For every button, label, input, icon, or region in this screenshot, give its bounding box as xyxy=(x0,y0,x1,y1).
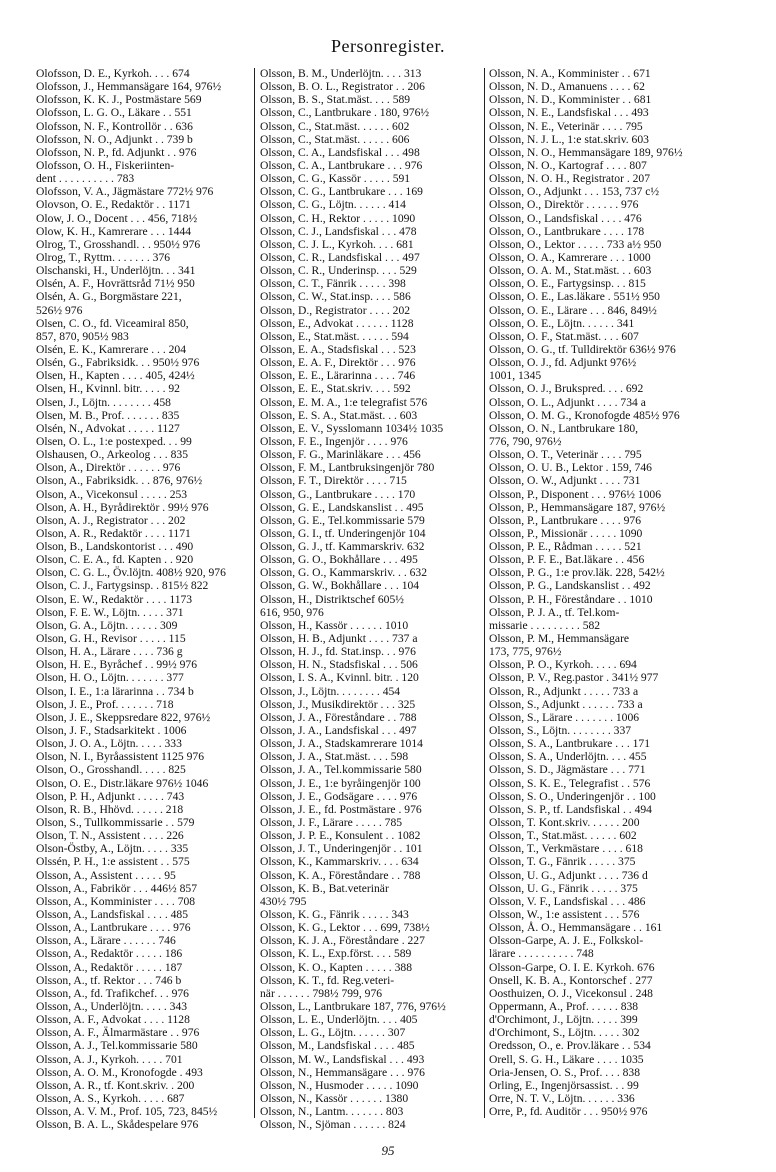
register-entry-line: Olsson, J. P. E., Konsulent . . 1082 xyxy=(260,829,421,843)
register-entry-line: Olrog, T., Grosshandl. . . 950½ 976 xyxy=(36,237,201,251)
register-entry-line: Olson, E. W., Redaktör . . . . 1173 xyxy=(36,592,193,606)
register-entry-line: Olsson, O. J., fd. Adjunkt 976½ xyxy=(489,356,637,370)
register-entry-line: Olson-Östby, A., Löjtn. . . . . 335 xyxy=(36,842,189,856)
register-entry-line: Olsson, O. U. B., Lektor . 159, 746 xyxy=(489,461,652,475)
register-entry-line: Olsson, C. J., Landsfiskal . . . 478 xyxy=(260,224,417,238)
register-entry-line: Olsson, G. J., tf. Kammarskriv. 632 xyxy=(260,540,425,554)
register-entry-line: Olsson, S. A., Lantbrukare . . . 171 xyxy=(489,737,651,751)
register-entry-line: Olsson, N. O. H., Registrator . 207 xyxy=(489,172,651,186)
register-entry-line: Olsson, M. W., Landsfiskal . . . 493 xyxy=(260,1052,425,1066)
register-entry-line: Olsson, J. A., Landsfiskal . . . 497 xyxy=(260,724,417,738)
register-entry-line: Olsson, S. O., Underingenjör . . 100 xyxy=(489,789,656,803)
register-entry-line: Olsson, A. J., Tel.kommissarie 580 xyxy=(36,1039,198,1053)
register-entry-line: Olsson, A. J., Kyrkoh. . . . . 701 xyxy=(36,1052,183,1066)
register-entry-line: Olson, I. E., 1:a lärarinna . . 734 b xyxy=(36,684,194,698)
register-entry-line: Olsson, O. T., Veterinär . . . . 795 xyxy=(489,448,642,462)
register-entry-line: Olofsson, N. F., Kontrollör . . 636 xyxy=(36,119,193,133)
register-entry-line: Olson, G. H., Revisor . . . . . 115 xyxy=(36,632,186,646)
register-entry-line: Olsén, E. K., Kamrerare . . . 204 xyxy=(36,342,187,356)
register-entry-line: Oria-Jensen, O. S., Prof. . . . 838 xyxy=(489,1065,641,1079)
register-entry-line: Olsson, F. T., Direktör . . . . 715 xyxy=(260,474,407,488)
register-entry-line: Olson, O. E., Distr.läkare 976½ 1046 xyxy=(36,776,209,790)
register-entry-line: 526½ 976 xyxy=(36,303,83,317)
register-entry-line: Olsson, K. A., Föreståndare . . 788 xyxy=(260,868,421,882)
register-entry-line: Olsson, K. T., fd. Reg.veteri- xyxy=(260,973,395,987)
register-entry-line: Olsen, J., Löjtn. . . . . . . . 458 xyxy=(36,395,171,409)
register-entry-line: Olsson, N. E., Landsfiskal . . . 493 xyxy=(489,106,649,120)
register-entry-line: Olsson, G. E., Tel.kommissarie 579 xyxy=(260,513,425,527)
register-entry-line: Olsson, N., Husmoder . . . . . 1090 xyxy=(260,1078,419,1092)
register-entry-line: Olson, C. E. A., fd. Kapten . . 920 xyxy=(36,553,194,567)
register-entry-line: Olofsson, N. P., fd. Adjunkt . . 976 xyxy=(36,145,197,159)
register-entry-line: Olson, A. H., Byrådirektör . 99½ 976 xyxy=(36,500,209,514)
register-entry-line: Olsson, O. J., Brukspred. . . . 692 xyxy=(489,382,644,396)
register-entry-line: Olsson, S., Lärare . . . . . . . 1006 xyxy=(489,710,640,724)
register-entry-line: Olsson, O., Direktör . . . . . . 976 xyxy=(489,198,639,212)
register-entry-line: Olson, R. B., Hhövd. . . . . . 218 xyxy=(36,802,184,816)
register-entry-line: Olsson, M., Landsfiskal . . . . 485 xyxy=(260,1039,415,1053)
register-entry-line: Olsson, O. A., Kamrerare . . . 1000 xyxy=(489,250,651,264)
register-entry-line: Olsson, N. J. L., 1:e stat.skriv. 603 xyxy=(489,132,649,146)
register-entry-line: Olsson, E. A. F., Direktör . . . 976 xyxy=(260,356,416,370)
register-entry-line: Olsson, A., Fabrikör . . . 446½ 857 xyxy=(36,881,198,895)
register-entry-line: Olsen, H., Kapten . . . . 405, 424½ xyxy=(36,369,195,383)
register-entry-line: Olsson, N. D., Komminister . . 681 xyxy=(489,93,652,107)
register-entry-line: Olsson, A. F., Advokat . . . . 1128 xyxy=(36,1013,190,1027)
register-entry-line: d'Orchimont, S., Löjtn. . . . . 302 xyxy=(489,1026,640,1040)
register-entry-line: Olsson, G. O., Kammarskriv. . . 632 xyxy=(260,566,428,580)
register-entry-line: Olsson, O., Adjunkt . . . 153, 737 c½ xyxy=(489,185,660,199)
register-entry-line: Olsson, J. F., Lärare . . . . . 785 xyxy=(260,816,403,830)
register-entry-line: Olsson, J. E., Godsägare . . . . 976 xyxy=(260,789,418,803)
register-entry-line: Olsson, O. L., Adjunkt . . . . 734 a xyxy=(489,395,646,409)
register-entry-line: Olsson, E., Stat.mäst. . . . . . 594 xyxy=(260,329,409,343)
register-entry-line: Olsson, P. G., Landskanslist . . 492 xyxy=(489,579,651,593)
register-entry-line: Olsson, O. E., Löjtn. . . . . . 341 xyxy=(489,316,635,330)
register-entry-line: Olsson, A., Landsfiskal . . . . 485 xyxy=(36,908,189,921)
register-entry-line: Olsson, F. G., Marinläkare . . . 456 xyxy=(260,448,421,462)
register-entry-line: Olsson, F. E., Ingenjör . . . . 976 xyxy=(260,434,408,448)
register-entry-line: Olsson, E., Advokat . . . . . . 1128 xyxy=(260,316,414,330)
register-entry-line: Olsen, M. B., Prof. . . . . . . 835 xyxy=(36,408,180,422)
register-entry-line: Olsson, V. F., Landsfiskal . . . 486 xyxy=(489,894,646,908)
register-entry-line: Olsson, O. G., tf. Tulldirektör 636½ 976 xyxy=(489,342,676,356)
register-entry-line: Olsson, I. S. A., Kvinnl. bitr. . 120 xyxy=(260,671,419,685)
register-entry-line: Olshausen, O., Arkeolog . . . 835 xyxy=(36,448,188,462)
register-entry-line: Olsson, A., Lärare . . . . . . 746 xyxy=(36,934,176,948)
page-title: Personregister. xyxy=(331,36,445,56)
register-entry-line: Olsson, S. K. E., Telegrafist . . 576 xyxy=(489,776,651,790)
register-entry-line: Olsson, A. V. M., Prof. 105, 723, 845½ xyxy=(36,1105,218,1119)
register-entry-line: Olsson, B. O. L., Registrator . . 206 xyxy=(260,80,425,94)
register-entry-line: Olsson, L. G., Löjtn. . . . . . 307 xyxy=(260,1026,406,1040)
register-entry-line: Olsson, K. G., Lektor . . . 699, 738½ xyxy=(260,921,430,935)
register-entry-line: Olsson, U. G., Adjunkt . . . . 736 d xyxy=(489,868,648,882)
register-entry-line: Olsson, P. J. A., tf. Tel.kom- xyxy=(489,605,620,619)
register-entry-line: Olsson, C. G., Lantbrukare . . . 169 xyxy=(260,185,423,199)
register-entry-line: Olsson, A., Underlöjtn. . . . . 343 xyxy=(36,999,188,1013)
register-entry-line: Olson, B., Landskontorist . . . 490 xyxy=(36,540,194,554)
register-entry-line: Olson, C. J., Fartygsinsp. . 815½ 822 xyxy=(36,579,209,593)
register-entry-line: Olsson, O., Landsfiskal . . . . 476 xyxy=(489,211,642,225)
register-entry-line: Olson, C. G. L., Öv.löjtn. 408½ 920, 976 xyxy=(36,566,226,580)
register-entry-line: Olsson, A., Komminister . . . . 708 xyxy=(36,894,196,908)
register-entry-line: Olsson, P., Disponent . . . 976½ 1006 xyxy=(489,487,661,501)
register-entry-line: Olsson, C. A., Landsfiskal . . . 498 xyxy=(260,145,420,159)
register-entry-line: Olofsson, J., Hemmansägare 164, 976½ xyxy=(36,80,222,94)
register-entry-line: Olson, A., Fabriksidk. . . 876, 976½ xyxy=(36,474,203,488)
register-entry-line: Olson, J. F., Stadsarkitekt . 1006 xyxy=(36,724,187,738)
register-entry-line: Olsson, E. E., Lärarinna . . . . 746 xyxy=(260,369,416,383)
page-number: 95 xyxy=(381,1143,395,1158)
register-entry-line: Olofsson, D. E., Kyrkoh. . . . 674 xyxy=(36,67,190,80)
register-entry-line: Olsson-Garpe, A. J. E., Folkskol- xyxy=(489,934,644,948)
register-entry-line: Olsson, A. O. M., Kronofogde . 493 xyxy=(36,1065,203,1079)
register-entry-line: Olofsson, V. A., Jägmästare 772½ 976 xyxy=(36,185,214,199)
register-entry-line: 857, 870, 905½ 983 xyxy=(36,329,129,343)
register-entry-line: Olofsson, L. G. O., Läkare . . 551 xyxy=(36,106,192,120)
register-entry-line: 430½ 795 xyxy=(260,894,307,908)
register-entry-line: Olsson, E. E., Stat.skriv. . . . 592 xyxy=(260,382,411,396)
register-entry-line: Olsson, O. F., Stat.mäst. . . . 607 xyxy=(489,329,639,343)
register-entry-line: Olsson, J. T., Underingenjör . . 101 xyxy=(260,842,423,856)
register-entry-line: Oosthuizen, O. J., Vicekonsul . 248 xyxy=(489,986,653,1000)
register-entry-line: Olsson, J. E., fd. Postmästare . 976 xyxy=(260,802,422,816)
register-entry-line: Olsson, A. R., tf. Kont.skriv. . 200 xyxy=(36,1078,195,1092)
register-entry-line: Olsson, A. F., Älmarmästare . . 976 xyxy=(36,1026,200,1040)
register-entry-line: Olsson, U. G., Fänrik . . . . . 375 xyxy=(489,881,638,895)
register-entry-line: Olsson, D., Registrator . . . . 202 xyxy=(260,303,411,317)
column-divider xyxy=(254,68,255,1118)
register-entry-line: Olsson, P. F. E., Bat.läkare . . 456 xyxy=(489,553,645,567)
register-entry-line: Olson, F. E. W., Löjtn. . . . . 371 xyxy=(36,605,184,619)
register-entry-line: Olsson, T. G., Fänrik . . . . . 375 xyxy=(489,855,636,869)
register-entry-line: Olsson, A., Redaktör . . . . . 186 xyxy=(36,947,183,961)
register-entry-line: Olsson, P. H., Föreståndare . . 1010 xyxy=(489,592,653,606)
register-entry-line: Olsson, T., Verkmästare . . . . 618 xyxy=(489,842,643,856)
register-entry-line: Olsson, J. A., Tel.kommissarie 580 xyxy=(260,763,422,777)
register-entry-line: Olsson, J. A., Stat.mäst. . . . 598 xyxy=(260,750,409,764)
column-divider xyxy=(484,68,485,1118)
register-entry-line: Olson, H. O., Löjtn. . . . . . . 377 xyxy=(36,671,184,685)
register-entry-line: Olsen, O. L., 1:e postexped. . . 99 xyxy=(36,434,192,448)
register-entry-line: Olsson-Garpe, O. I. E. Kyrkoh. 676 xyxy=(489,960,655,974)
register-entry-line: 776, 790, 976½ xyxy=(489,434,562,448)
register-entry-line: Olsson, O., Lektor . . . . . 733 a½ 950 xyxy=(489,237,662,251)
register-entry-line: Olsson, C. G., Löjtn. . . . . . 414 xyxy=(260,198,406,212)
register-entry-line: Olson, J. E., Skeppsredare 822, 976½ xyxy=(36,710,211,724)
register-entry-line: Olsson, S. P., tf. Landsfiskal . . 494 xyxy=(489,802,652,816)
register-entry-line: Onsell, K. B. A., Kontorschef . 277 xyxy=(489,973,653,987)
register-entry-line: Orling, E., Ingenjörsassist. . . 99 xyxy=(489,1078,639,1092)
register-entry-line: Olsson, C., Lantbrukare . 180, 976½ xyxy=(260,106,430,120)
register-entry-line: Olsson, O. M. G., Kronofogde 485½ 976 xyxy=(489,408,680,422)
register-entry-line: Olsson, L., Lantbrukare 187, 776, 976½ xyxy=(260,999,446,1013)
register-entry-line: Olsson, A., tf. Rektor . . . 746 b xyxy=(36,973,182,987)
register-entry-line: Olsson, S., Löjtn. . . . . . . . 337 xyxy=(489,724,632,738)
register-entry-line: Olson, H. E., Byråchef . . 99½ 976 xyxy=(36,658,197,672)
register-entry-line: Olson, N. I., Byråassistent 1125 976 xyxy=(36,750,204,764)
register-entry-line: Olsson, N., Hemmansägare . . . 976 xyxy=(260,1065,425,1079)
register-entry-line: Olsson, K. L., Exp.först. . . . 589 xyxy=(260,947,412,961)
register-entry-line: Olsson, B. A. L., Skådespelare 976 xyxy=(36,1118,199,1132)
register-entry-line: Olsén, N., Advokat . . . . . 1127 xyxy=(36,421,180,435)
register-entry-line: Olsson, N. E., Veterinär . . . . 795 xyxy=(489,119,643,133)
register-entry-line: Oppermann, A., Prof. . . . . . 838 xyxy=(489,999,639,1013)
register-entry-line: Olsson, C. W., Stat.insp. . . . 586 xyxy=(260,290,411,304)
register-entry-line: Olsson, B. M., Underlöjtn. . . . 313 xyxy=(260,67,422,80)
register-entry-line: Olson, A. J., Registrator . . . 202 xyxy=(36,513,186,527)
register-entry-line: Olson, A., Direktör . . . . . . 976 xyxy=(36,461,181,475)
register-entry-line: Olsson, S., Adjunkt . . . . . . 733 a xyxy=(489,697,643,711)
register-entry-line: Orell, S. G. H., Läkare . . . . 1035 xyxy=(489,1052,644,1066)
register-entry-line: Olsén, G., Fabriksidk. . . 950½ 976 xyxy=(36,356,200,370)
register-entry-line: Olsson, J., Löjtn. . . . . . . . 454 xyxy=(260,684,401,698)
register-entry-line: Olsson, A., fd. Trafikchef. . . 976 xyxy=(36,986,189,1000)
register-entry-line: Olsson, J. A., Föreståndare . . 788 xyxy=(260,710,417,724)
register-entry-line: Olsson, K. O., Kapten . . . . . 388 xyxy=(260,960,412,974)
register-entry-line: 1001, 1345 xyxy=(489,369,542,383)
register-entry-line: Olsson, T., Stat.mäst. . . . . . 602 xyxy=(489,829,637,843)
register-entry-line: Olsen, C. O., fd. Viceamiral 850, xyxy=(36,316,189,330)
register-entry-line: 616, 950, 976 xyxy=(260,605,324,619)
register-entry-line: Olsson, O. E., Las.läkare . 551½ 950 xyxy=(489,290,660,304)
register-entry-line: Olsson, C. G., Kassör . . . . . 591 xyxy=(260,172,411,186)
register-entry-line: Olschanski, H., Underlöjtn. . . 341 xyxy=(36,264,196,278)
register-entry-line: Olofsson, N. O., Adjunkt . . 739 b xyxy=(36,132,193,146)
register-entry-line: Orre, N. T. V., Löjtn. . . . . . 336 xyxy=(489,1091,635,1105)
register-entry-line: Olson, T. N., Assistent . . . . 226 xyxy=(36,829,184,843)
register-entry-line: Olsson, O. A. M., Stat.mäst. . . 603 xyxy=(489,264,652,278)
register-entry-line: Olssén, P. H., 1:e assistent . . 575 xyxy=(36,855,190,869)
register-entry-line: missarie . . . . . . . . . 582 xyxy=(489,618,601,632)
register-entry-line: Olsson, B. S., Stat.mäst. . . . 589 xyxy=(260,93,411,107)
register-entry-line: Olsson, J. A., Stadskamrerare 1014 xyxy=(260,737,423,751)
register-entry-line: Orre, P., fd. Auditör . . . 950½ 976 xyxy=(489,1105,648,1119)
register-entry-line: Olsson, C., Stat.mäst. . . . . . 602 xyxy=(260,119,410,133)
register-entry-line: när . . . . . . 798½ 799, 976 xyxy=(260,986,383,1000)
register-column-3 xyxy=(489,67,711,1119)
register-entry-line: Olsson, O. E., Lärare . . . 846, 849½ xyxy=(489,303,657,317)
register-entry-line: Olsson, H., Kassör . . . . . . 1010 xyxy=(260,618,409,632)
register-entry-line: Olson, H. A., Lärare . . . . 736 g xyxy=(36,645,183,659)
register-entry-line: Olsson, P. E., Rådman . . . . . 521 xyxy=(489,540,642,554)
register-entry-line: Olsson, H., Distriktschef 605½ xyxy=(260,592,404,606)
register-entry-line: Olsson, N. O., Kartograf . . . . 807 xyxy=(489,158,647,172)
register-entry-line: Olsson, C. R., Landsfiskal . . . 497 xyxy=(260,250,420,264)
register-entry-line: Olow, K. H., Kamrerare . . . 1444 xyxy=(36,224,192,238)
register-entry-line: Olsen, H., Kvinnl. bitr. . . . . 92 xyxy=(36,382,180,396)
register-entry-line: Olsson, P. G., 1:e prov.läk. 228, 542½ xyxy=(489,566,665,580)
register-entry-line: Olsén, A. G., Borgmästare 221, xyxy=(36,290,182,304)
register-entry-line: Olsson, C. H., Rektor . . . . . 1090 xyxy=(260,211,416,225)
register-entry-line: 173, 775, 976½ xyxy=(489,645,562,659)
register-entry-line: Olson, P. H., Adjunkt . . . . . 743 xyxy=(36,789,185,803)
register-entry-line: Olsson, S. A., Underlöjtn. . . . 455 xyxy=(489,750,647,764)
register-entry-line: Olsson, G. W., Bokhållare . . . 104 xyxy=(260,579,420,593)
register-entry-line: Olsson, S. D., Jägmästare . . . 771 xyxy=(489,763,646,777)
register-entry-line: Olsson, N., Lantm. . . . . . . 803 xyxy=(260,1105,404,1119)
register-entry-line: Olsson, H. B., Adjunkt . . . . 737 a xyxy=(260,632,418,646)
register-entry-line: dent . . . . . . . . . . 783 xyxy=(36,172,135,186)
register-entry-line: Olson, J. E., Prof. . . . . . . 718 xyxy=(36,697,174,711)
register-entry-line: Olsson, C. J. L., Kyrkoh. . . . 681 xyxy=(260,237,414,251)
register-entry-line: Olsson, N. O., Hemmansägare 189, 976½ xyxy=(489,145,683,159)
register-entry-line: Olsson, E. S. A., Stat.mäst. . . 603 xyxy=(260,408,418,422)
register-entry-line: Olsson, L. E., Underlöjtn. . . . 405 xyxy=(260,1013,418,1027)
register-entry-line: Olsson, C. A., Lantbrukare . . . 976 xyxy=(260,158,423,172)
register-entry-line: Olsson, G. E., Landskanslist . . 495 xyxy=(260,500,424,514)
register-entry-line: Olsson, K. J. A., Föreståndare . 227 xyxy=(260,934,425,948)
register-entry-line: Olson, G. A., Löjtn. . . . . . 309 xyxy=(36,618,178,632)
register-entry-line: Olsson, W., 1:e assistent . . . 576 xyxy=(489,908,640,921)
register-entry-line: Olsson, O., Lantbrukare . . . . 178 xyxy=(489,224,645,238)
register-entry-line: Olsson, C. T., Fänrik . . . . . 398 xyxy=(260,277,406,291)
register-entry-line: Olsson, K., Kammarskriv. . . . 634 xyxy=(260,855,419,869)
register-entry-line: Olson, A. R., Redaktör . . . . 1171 xyxy=(36,526,191,540)
register-entry-line: Olsson, Å. O., Hemmansägare . . 161 xyxy=(489,921,663,935)
register-entry-line: Olsson, O. N., Lantbrukare 180, xyxy=(489,421,639,435)
register-entry-line: d'Orchimont, J., Löjtn. . . . . 399 xyxy=(489,1013,638,1027)
register-entry-line: Olsson, C. R., Underinsp. . . . 529 xyxy=(260,264,417,278)
register-entry-line: Olsson, N. A., Komminister . . 671 xyxy=(489,67,651,80)
register-entry-line: Olsson, E. A., Stadsfiskal . . . 523 xyxy=(260,342,416,356)
register-entry-line: lärare . . . . . . . . . . 748 xyxy=(489,947,594,961)
register-entry-line: Oredsson, O., e. Prov.läkare . . 534 xyxy=(489,1039,651,1053)
register-entry-line: Olsson, A. S., Kyrkoh. . . . . 687 xyxy=(36,1091,185,1105)
register-entry-line: Olsson, H. J., fd. Stat.insp. . . 976 xyxy=(260,645,416,659)
register-entry-line: Olsson, G., Lantbrukare . . . . 170 xyxy=(260,487,416,501)
register-entry-line: Olsson, K. G., Fänrik . . . . . 343 xyxy=(260,908,409,921)
register-entry-line: Olsson, N. D., Amanuens . . . . 62 xyxy=(489,80,645,94)
register-entry-line: Olsson, P., Lantbrukare . . . . 976 xyxy=(489,513,641,527)
register-entry-line: Olsson, K. B., Bat.veterinär xyxy=(260,881,389,895)
register-entry-line: Olsson, N., Sjöman . . . . . . 824 xyxy=(260,1118,406,1132)
register-entry-line: Olofsson, K. K. J., Postmästare 569 xyxy=(36,93,202,107)
register-entry-line: Olofsson, O. H., Fiskeriinten- xyxy=(36,158,175,172)
register-entry-line: Olsén, A. F., Hovrättsråd 71½ 950 xyxy=(36,277,195,291)
register-entry-line: Olsson, P. O., Kyrkoh. . . . . 694 xyxy=(489,658,637,672)
register-entry-line: Olson, J. O. A., Löjtn. . . . . 333 xyxy=(36,737,182,751)
register-entry-line: Olsson, J., Musikdirektör . . . 325 xyxy=(260,697,416,711)
register-entry-line: Olsson, E. V., Sysslomann 1034½ 1035 xyxy=(260,421,444,435)
register-entry-line: Olsson, O. E., Fartygsinsp. . . 815 xyxy=(489,277,646,291)
register-entry-line: Olsson, P. M., Hemmansägare xyxy=(489,632,630,646)
register-entry-line: Olsson, C., Stat.mäst. . . . . . 606 xyxy=(260,132,410,146)
register-entry-line: Olsson, P., Hemmansägare 187, 976½ xyxy=(489,500,666,514)
register-entry-line: Olsson, G. I., tf. Underingenjör 104 xyxy=(260,526,426,540)
register-entry-line: Olsson, P. V., Reg.pastor . 341½ 977 xyxy=(489,671,659,685)
register-entry-line: Olson, O., Grosshandl. . . . . 825 xyxy=(36,763,186,777)
register-entry-line: Olsson, A., Redaktör . . . . . 187 xyxy=(36,960,183,974)
register-entry-line: Olsson, N., Kassör . . . . . . 1380 xyxy=(260,1091,409,1105)
register-entry-line: Olsson, T. Kont.skriv. . . . . . 200 xyxy=(489,816,640,830)
register-entry-line: Olovson, O. E., Redaktör . . 1171 xyxy=(36,198,191,212)
register-entry-line: Olsson, O. W., Adjunkt . . . . 731 xyxy=(489,474,641,488)
register-column-1 xyxy=(36,67,248,1132)
register-entry-line: Olsson, A., Lantbrukare . . . . 976 xyxy=(36,921,191,935)
register-entry-line: Olsson, R., Adjunkt . . . . . 733 a xyxy=(489,684,639,698)
register-entry-line: Olrog, T., Ryttm. . . . . . . 376 xyxy=(36,250,171,264)
register-entry-line: Olsson, H. N., Stadsfiskal . . . 506 xyxy=(260,658,418,672)
register-column-2 xyxy=(260,67,478,1132)
register-entry-line: Olsson, A., Assistent . . . . . 95 xyxy=(36,868,176,882)
register-entry-line: Olsson, F. M., Lantbruksingenjör 780 xyxy=(260,461,435,475)
register-entry-line: Olsson, E. M. A., 1:e telegrafist 576 xyxy=(260,395,428,409)
register-entry-line: Olson, S., Tullkommissarie . . 579 xyxy=(36,816,195,830)
register-entry-line: Olsson, G. O., Bokhållare . . . 495 xyxy=(260,553,418,567)
register-entry-line: Olsson, J. E., 1:e byråingenjör 100 xyxy=(260,776,421,790)
register-entry-line: Olson, A., Vicekonsul . . . . . 253 xyxy=(36,487,188,501)
register-entry-line: Olsson, P., Missionär . . . . . 1090 xyxy=(489,526,643,540)
register-entry-line: Olow, J. O., Docent . . . 456, 718½ xyxy=(36,211,198,225)
